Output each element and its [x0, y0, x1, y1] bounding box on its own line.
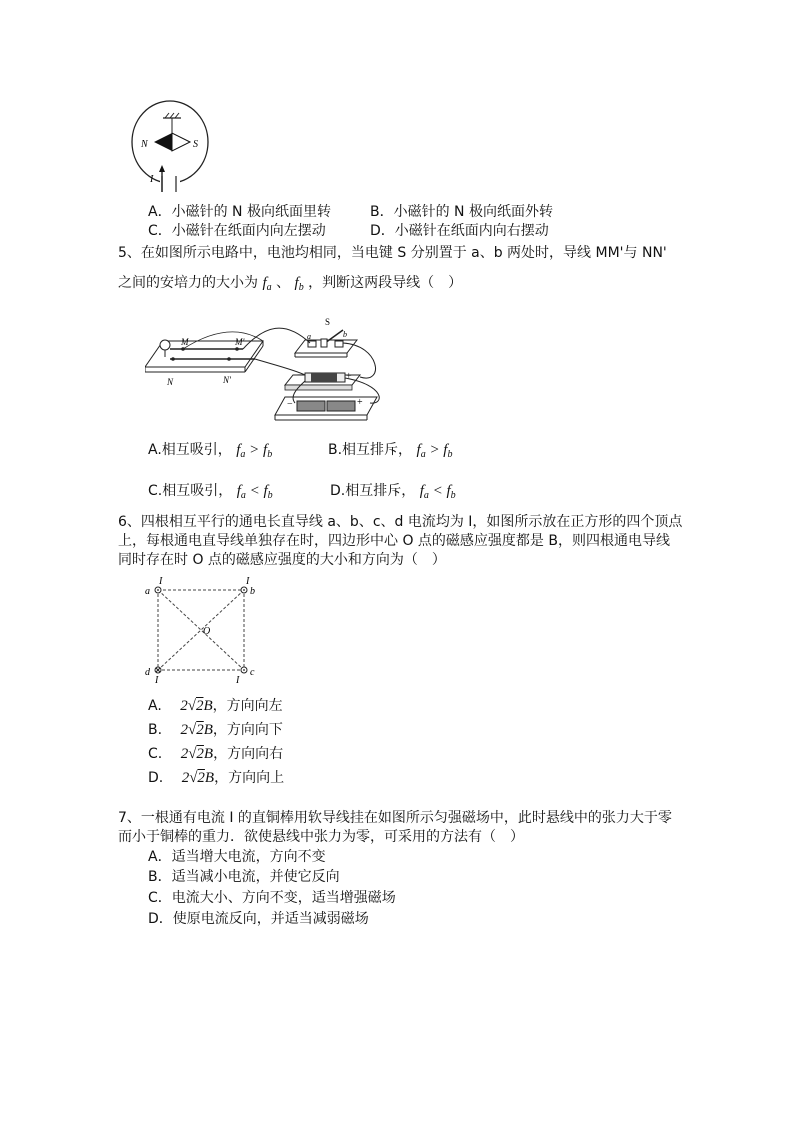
q5-option-a: A.相互吸引， $f_a > f_b$ [148, 442, 273, 460]
q5-circuit-figure [145, 315, 390, 427]
q6-stem-line-1: 6、四根相互平行的通电长直导线 a、b、c、d 电流均为 I，如图所示放在正方形的四个顶点 [118, 514, 683, 530]
q7-option-d: D．使原电流反向，并适当减弱磁场 [148, 911, 369, 927]
q5-option-d: D.相互排斥， $f_a < f_b$ [330, 483, 456, 501]
label-a: a [307, 332, 311, 341]
label-I-c: I [236, 675, 240, 684]
label-plus-1: + [346, 371, 352, 382]
label-I-d: I [155, 675, 159, 684]
q6-stem-line-3: 同时存在时 O 点的磁感应强度的大小和方向为（ ） [118, 552, 446, 568]
label-d: d [145, 667, 150, 678]
q5-stem-line-2: 之间的安培力的大小为 $f_a$ 、 $f_b$ ，判断这两段导线（ ） [118, 275, 463, 293]
q4-option-a: A．小磁针的 N 极向纸面里转 [148, 204, 331, 220]
q4-option-d: D．小磁针在纸面内向右摆动 [370, 223, 549, 239]
q5-stem-line-1: 5、在如图所示电路中，电池均相同，当电键 S 分别置于 a、b 两处时，导线 MM'与 NN' [118, 245, 667, 261]
label-I-a: I [159, 576, 163, 587]
label-a: a [145, 586, 150, 597]
q7-stem-line-1: 7、一根通有电流 I 的直铜棒用软导线挂在如图所示匀强磁场中，此时悬线中的张力大于零 [118, 810, 672, 826]
label-N-prime: N' [223, 375, 231, 385]
q4-compass-figure [130, 100, 215, 195]
label-I: I [150, 174, 154, 185]
q6-square-figure [140, 572, 260, 684]
q6-option-b: B. 2√2B，方向向下 [148, 722, 283, 738]
q6-option-d: D. 2√2B，方向向上 [148, 770, 285, 786]
label-M-prime: M' [235, 337, 245, 347]
label-minus-1: − [297, 370, 303, 381]
label-S: S [325, 317, 331, 327]
label-minus-2: − [287, 399, 293, 410]
q4-option-c: C．小磁针在纸面内向左摆动 [148, 223, 326, 239]
q5-option-c: C.相互吸引， $f_a < f_b$ [148, 483, 273, 501]
label-c: c [250, 667, 255, 678]
q7-stem-line-2: 而小于铜棒的重力．欲使悬线中张力为零，可采用的方法有（ ） [118, 829, 524, 845]
q6-option-c: C. 2√2B，方向向右 [148, 746, 284, 762]
q6-option-a: A. 2√2B，方向向左 [148, 698, 283, 714]
label-O: O [203, 626, 211, 637]
q5-option-b: B.相互排斥， $f_a > f_b$ [328, 442, 453, 460]
q7-option-c: C．电流大小、方向不变，适当增强磁场 [148, 890, 396, 906]
label-M: M [181, 337, 189, 347]
label-S: S [193, 139, 198, 150]
label-N: N [167, 377, 174, 387]
label-b: b [250, 586, 255, 597]
q6-stem-line-2: 上，每根通电直导线单独存在时，四边形中心 O 点的磁感应强度都是 B，则四根通电导线 [118, 533, 670, 549]
label-b: b [343, 330, 347, 339]
q7-option-b: B．适当减小电流，并使它反向 [148, 869, 340, 885]
label-I-b: I [246, 576, 250, 587]
label-plus-2: + [357, 397, 363, 408]
q4-option-b: B．小磁针的 N 极向纸面外转 [370, 204, 553, 220]
q7-option-a: A．适当增大电流，方向不变 [148, 849, 326, 865]
label-N: N [141, 139, 148, 150]
